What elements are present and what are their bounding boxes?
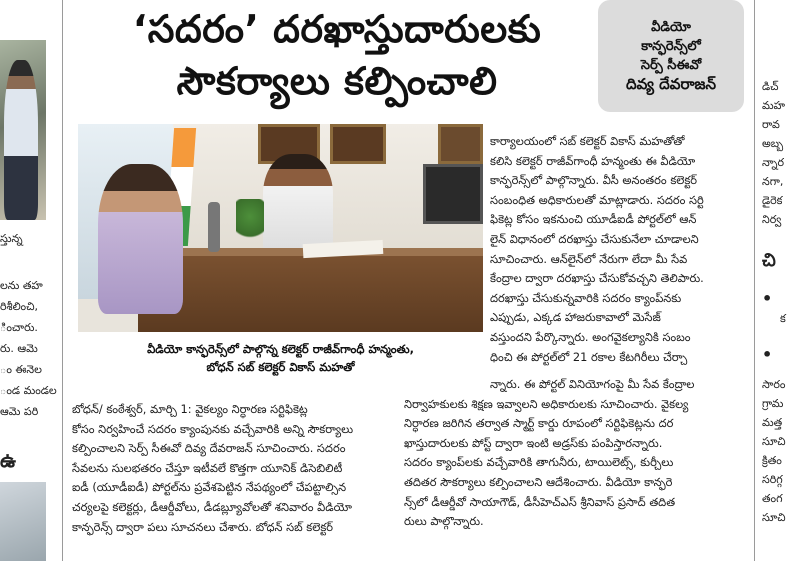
caption-line: వీడియో కాన్ఫరెన్స్‌లో పాల్గొన్న కలెక్టర్ రాజీవ్‌గాంధీ హన్మంతు, — [147, 342, 414, 356]
photo-board — [330, 124, 386, 164]
body-line: కోసం నిర్వహించే సదరం క్యాంపునకు వచ్చేవారికి అన్ని సౌకర్యాలు — [72, 421, 354, 436]
photo-person-subcollector — [98, 164, 183, 314]
right-fragment: సరిగ్గ — [762, 473, 783, 486]
body-line: ఫికెట్ల కోసం ఇకనుంచి యూడీఐడీ పోర్టల్‌లో ఆన్ — [490, 212, 697, 227]
right-fragment: క — [780, 312, 786, 325]
body-line: కేంద్రాల ద్వారా దరఖాస్తు చేసుకోవచ్చని తెలిపారు. — [490, 271, 704, 286]
body-line: సూచించారు. ఆన్‌లైన్‌లో నేరుగా లేదా మీ సేవ — [490, 251, 688, 266]
right-fragment: గ్రామ — [762, 397, 784, 410]
body-line: చర్యలపై కలెక్టర్లు, డీఆర్డీవోలు, డీడబ్ల్యూవోలతో శనివారం వీడియో — [72, 499, 352, 514]
photo-board — [438, 124, 483, 164]
left-adjacent-column — [0, 0, 58, 561]
body-line: నిర్వాహకులకు శిక్షణ ఇవ్వాలని అధికారులకు సూచించారు. వైకల్య — [404, 396, 689, 411]
body-line: సదరం క్యాంప్‌లకు వచ్చేవారికి తాగునీరు, టాయిలెట్స్, కుర్చీలు — [404, 455, 674, 470]
right-fragment: తంగ — [762, 492, 783, 505]
headline-line-1: ‘సదరం’ దరఖాస్తుదారులకు — [132, 7, 542, 51]
body-column-a — [72, 400, 400, 537]
photo-person-collector — [263, 154, 333, 254]
body-line: తదితర సౌకర్యాలు కల్పించాలని ఆదేశించారు. వీడియో కాన్ఫరె — [404, 474, 673, 489]
kicker-line: కాన్ఫరెన్స్‌లో — [641, 39, 701, 54]
left-photo-bottom — [0, 482, 46, 561]
body-line: ఐడీ (యూడీఐడీ) పోర్టల్‌ను ప్రవేశపెట్టిన నేపథ్యంలో చేపట్టాల్సిన — [72, 480, 347, 495]
body-column-b — [490, 132, 744, 367]
photo-bottle — [208, 202, 220, 252]
left-fragment: స్తున్న — [0, 232, 23, 245]
column-rule-right — [754, 0, 755, 561]
article-photo — [78, 124, 483, 332]
right-fragment: డైరెక — [762, 194, 783, 207]
body-line: న్నారు. ఈ పోర్టల్ వినియోగంపై మీ సేవ కేంద్రాల — [490, 377, 695, 391]
body-column-c — [404, 375, 744, 532]
right-fragment: న్నార — [762, 156, 784, 169]
right-fragment: సారం — [762, 378, 786, 391]
right-fragment: నగా, — [762, 175, 784, 188]
right-fragment: మహ — [762, 99, 786, 112]
kicker-box — [598, 0, 744, 112]
column-rule-left — [62, 0, 63, 561]
photo-caption — [78, 340, 483, 376]
right-fragment-bullet: • — [762, 345, 773, 364]
headline-line-2: సౌకర్యాలు కల్పించాలి — [176, 59, 498, 103]
left-fragment: ం ఈనెల — [0, 363, 42, 376]
left-photo — [0, 40, 46, 220]
left-fragment: ఆమె పరి — [0, 405, 39, 418]
body-line: బోధన్/ కంఠేశ్వర్, మార్చి 1: వైకల్యం నిర్ధారణ సర్టిఫికెట్ల — [72, 402, 308, 416]
body-line: నిర్ధారణ జరిగిన తర్వాత స్మార్ట్ కార్డు రూపంలో సర్టిఫికెట్లను దర — [404, 416, 674, 431]
left-fragment: రిశీలించి, — [0, 300, 39, 313]
right-adjacent-column — [758, 0, 800, 561]
right-fragment: అబ్బ — [762, 137, 784, 150]
right-fragment: సూచి — [762, 435, 786, 448]
left-photo-person — [4, 60, 38, 220]
right-fragment-heading: చి — [762, 250, 776, 271]
body-line: కల్పించాలని సెర్ప్ సీఈవో దివ్య దేవరాజన్ సూచించారు. సదరం — [72, 441, 346, 456]
kicker-line: వీడియో — [651, 20, 691, 35]
left-fragment-heading: ఉ — [0, 448, 16, 472]
right-fragment: డిచ్ — [762, 80, 779, 93]
body-line: కలిసి కలెక్టర్ రాజీవ్‌గాంధీ హన్మంతు ఈ వీడియో — [490, 153, 696, 168]
left-fragment: ండ మండల — [0, 384, 57, 397]
right-fragment: నిర్వ — [762, 213, 782, 226]
caption-line: బోధన్ సబ్ కలెక్టర్ వికాస్ మహతో — [206, 360, 355, 374]
left-fragment: రు. ఆమె — [0, 342, 38, 355]
body-line: కాన్ఫరెన్స్‌లో పాల్గొన్నారు. వీసీ అనంతరం కలెక్టర్ — [490, 173, 698, 188]
photo-desk — [138, 256, 483, 332]
body-line: న్స్‌లో డీఆర్డీవో సాయాగౌడ్, డీసీహెచ్ఎస్ శ్రీనివాస్ ప్రసాద్ తదిత — [404, 494, 676, 509]
left-fragment: ించారు. — [0, 321, 38, 334]
body-line: కార్యాలయంలో సబ్ కలెక్టర్ వికాస్ మహతోతో — [490, 134, 685, 148]
body-line: సేవలను సులభతరం చేస్తూ ఇటీవలే కొత్తగా యూనిక్ డిసెబిలిటీ — [72, 460, 343, 475]
body-line: కాన్ఫరెన్స్ ద్వారా పలు సూచనలు చేశారు. బోధన్ సబ్ కలెక్టర్ — [72, 519, 334, 534]
left-fragment: లను తహ — [0, 279, 43, 292]
right-fragment: మత్త — [762, 416, 783, 429]
body-line: సంబంధిత అధికారులతో మాట్లాడారు. సదరం సర్టి — [490, 192, 704, 207]
kicker-line: దివ్య దేవరాజన్ — [626, 75, 716, 93]
photo-plant — [236, 199, 264, 249]
kicker-line: సెర్ప్ సీఈవో — [640, 58, 702, 73]
body-line: లైన్ విధానంలో దరఖాస్తు చేసుకునేలా చూడాలని — [490, 231, 699, 246]
right-fragment: క్రితం — [762, 454, 782, 467]
right-fragment-bullet: • — [762, 289, 773, 308]
photo-monitor — [423, 164, 483, 224]
body-line: వస్తుందని పేర్కొన్నారు. అంగవైకల్యానికి సంబం — [490, 329, 691, 344]
right-fragment: సూచి — [762, 511, 786, 524]
body-line: దరఖాస్తు చేసుకున్నవారికి సదరం క్యాంప్‌నకు — [490, 290, 682, 305]
body-line: ధించి ఈ పోర్టల్‌లో 21 రకాల కేటగిరీలు చేర్చా — [490, 349, 688, 364]
body-line: ఎప్పుడు, ఎక్కడ హాజరుకావాలో మెసేజ్ — [490, 310, 661, 325]
body-line: రులు పాల్గొన్నారు. — [404, 514, 484, 529]
body-line: ఖాస్తుదారులకు పోస్ట్ ద్వారా ఇంటి అడ్రస్‌కు పంపిస్తారన్నారు. — [404, 435, 663, 450]
right-fragment: రావ — [762, 118, 780, 131]
